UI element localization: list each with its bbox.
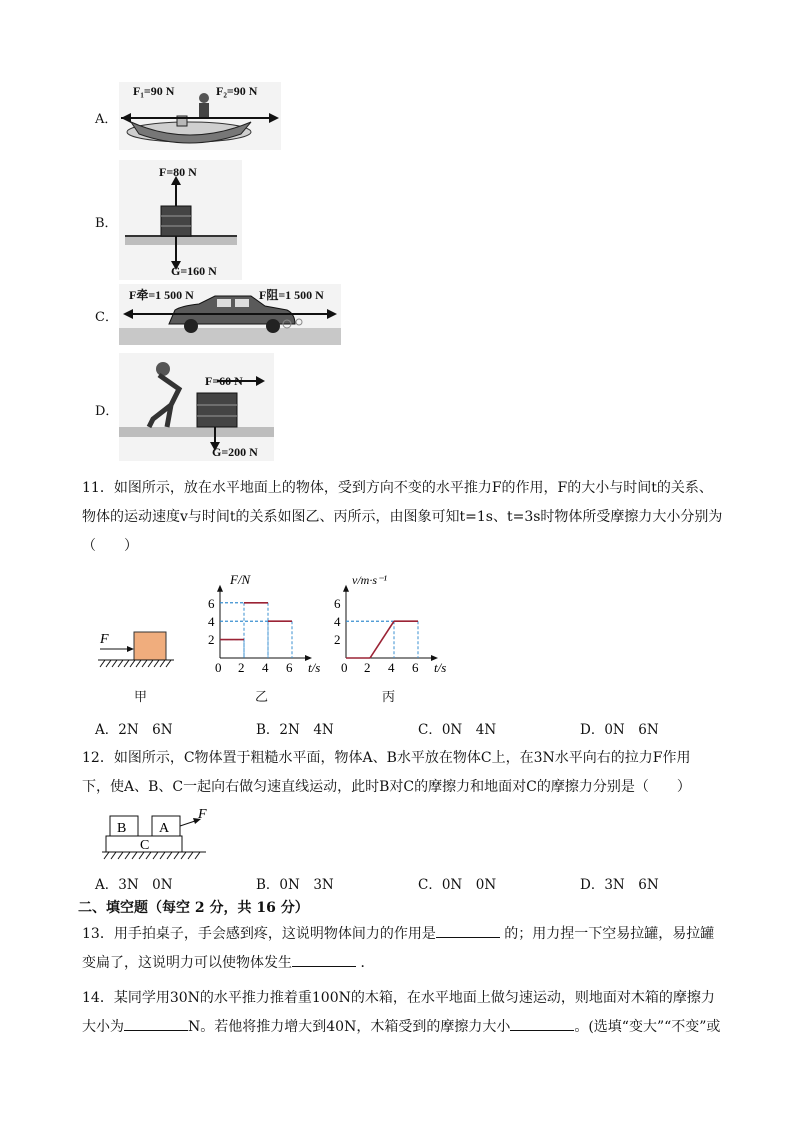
- x-tick: 6: [412, 660, 419, 675]
- block-b-label: B: [117, 821, 127, 836]
- q12-option-d: D．3N 6N: [580, 877, 659, 893]
- option-c-letter: C．: [95, 310, 118, 325]
- x-axis-label: t/s: [434, 660, 447, 675]
- block-a-label: A: [159, 821, 170, 836]
- q11-text: [82, 474, 762, 561]
- q14-line1: 14．某同学用30N的水平推力推着重100N的木箱，在水平地面上做匀速运动，则地面对木箱的摩擦力: [82, 990, 715, 1006]
- force-f2-label: F₂=90 N: [216, 84, 258, 98]
- q11-option-d: D．0N 6N: [580, 722, 659, 738]
- caption-jia: 甲: [134, 690, 148, 705]
- option-d-letter: D．: [95, 404, 119, 419]
- x-tick: 4: [388, 660, 395, 675]
- block-c-label: C: [140, 838, 150, 853]
- q13-line1: [82, 920, 762, 949]
- y-axis-label: v/m·s⁻¹: [352, 573, 387, 587]
- data-line-segment: [370, 621, 394, 658]
- gravity-g-label: G=160 N: [171, 264, 217, 278]
- option-b-letter: B．: [95, 216, 118, 231]
- q13-part1: 13．用手拍桌子，手会感到疼，这说明物体间力的作用是: [82, 926, 436, 942]
- traction-force-label: F牵=1 500 N: [129, 288, 194, 302]
- q14-text: [82, 984, 762, 1042]
- ground-hatching: [104, 852, 200, 859]
- force-f-label: F: [198, 808, 207, 822]
- option-d-figure: [119, 353, 274, 461]
- q11-line1: 11．如图所示，放在水平地面上的物体，受到方向不变的水平推力F的作用，F的大小与时间t的关系、: [82, 480, 713, 496]
- option-a-figure: [119, 82, 281, 150]
- push-force-label: F=60 N: [205, 374, 243, 388]
- y-tick: 4: [208, 614, 215, 629]
- x-tick: 2: [364, 660, 371, 675]
- q11-line3: （ ）: [82, 538, 138, 554]
- y-tick: 2: [334, 632, 341, 647]
- resistance-force-label: F阻=1 500 N: [259, 288, 324, 302]
- q12-option-c: C．0N 0N: [418, 877, 497, 893]
- x-tick: 0: [215, 660, 222, 675]
- option-c-figure: [119, 284, 341, 345]
- x-axis-label: t/s: [308, 660, 321, 675]
- q14-part3: N。若他将推力增大到40N，木箱受到的摩擦力大小: [188, 1019, 511, 1035]
- x-tick: 0: [341, 660, 348, 675]
- q12-line2: 下，使A、B、C一起向右做匀速直线运动，此时B对C的摩擦力和地面对C的摩擦力分别是（ ）: [82, 779, 691, 795]
- q12-option-b: B．0N 3N: [256, 877, 334, 893]
- y-tick: 6: [208, 596, 215, 611]
- q12-blocks-figure: [98, 808, 218, 860]
- q13-blank-2[interactable]: [292, 952, 356, 967]
- section-2-title: 二、填空题（每空 2 分，共 16 分）: [78, 900, 309, 916]
- q13-text: [82, 920, 762, 978]
- q14-part2: 大小为: [82, 1019, 124, 1035]
- q11-figure-jia: [96, 618, 196, 678]
- x-tick: 4: [262, 660, 269, 675]
- x-tick: 2: [238, 660, 245, 675]
- y-tick: 6: [334, 596, 341, 611]
- force-f-label: F=80 N: [159, 165, 197, 179]
- y-axis-arrow: [343, 585, 349, 592]
- x-tick: 6: [286, 660, 293, 675]
- q11-chart-yi: [200, 568, 330, 678]
- q13-blank-1[interactable]: [436, 923, 500, 938]
- q11-chart-bing: [330, 568, 460, 678]
- y-axis-arrow: [217, 585, 223, 592]
- q12-option-a: A．3N 0N: [95, 877, 173, 893]
- q12-line1: 12．如图所示，C物体置于粗糙水平面，物体A、B水平放在物体C上，在3N水平向右的拉力F作用: [82, 750, 691, 766]
- q14-blank-2[interactable]: [510, 1016, 574, 1031]
- q13-part4: ．: [356, 955, 375, 971]
- q14-line2: [82, 1013, 762, 1042]
- ground-hatching: [100, 660, 171, 667]
- caption-bing: 丙: [382, 690, 396, 705]
- caption-yi: 乙: [255, 690, 269, 705]
- q11-option-a: A．2N 6N: [95, 722, 173, 738]
- force-f1-label: F₁=90 N: [133, 84, 175, 98]
- y-tick: 4: [334, 614, 341, 629]
- option-a-letter: A．: [95, 112, 118, 127]
- q13-line2: [82, 949, 762, 978]
- q13-part2: 的；用力捏一下空易拉罐，易拉罐: [499, 926, 715, 942]
- force-label: F: [100, 632, 109, 647]
- gravity-g-label: G=200 N: [212, 445, 258, 459]
- q11-line2: 物体的运动速度v与时间t的关系如图乙、丙所示，由图象可知t=1s、t=3s时物体所受摩擦力大小分别为: [82, 509, 723, 525]
- y-tick: 2: [208, 632, 215, 647]
- q11-option-b: B．2N 4N: [256, 722, 334, 738]
- q14-blank-1[interactable]: [124, 1016, 188, 1031]
- option-b-figure: [119, 160, 242, 280]
- block: [134, 632, 166, 660]
- q11-option-c: C．0N 4N: [418, 722, 497, 738]
- q14-part4: 。(选填“变大”“不变”或: [574, 1019, 721, 1035]
- y-axis-label: F/N: [230, 572, 251, 587]
- q13-part3: 变扁了，这说明力可以使物体发生: [82, 955, 292, 971]
- q12-text: [82, 744, 762, 802]
